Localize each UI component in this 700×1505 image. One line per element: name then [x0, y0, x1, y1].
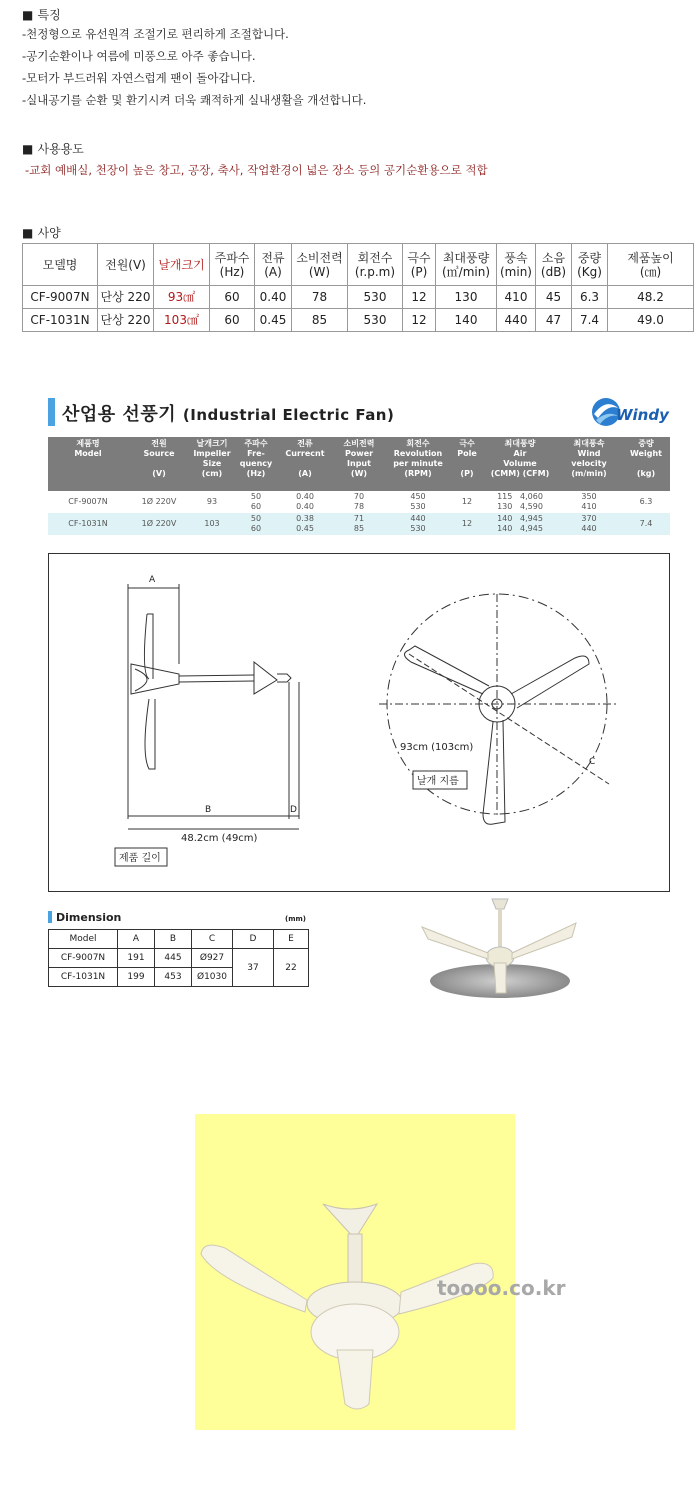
spec-header-row	[23, 244, 694, 286]
spec-row	[23, 309, 694, 332]
industrial-header-row	[48, 437, 670, 491]
diameter-caption: 날개 지름	[417, 776, 459, 787]
ind-cell: 350 410	[581, 492, 597, 511]
spec-header-cell: 날개크기	[154, 244, 210, 286]
ind-cell: 103	[204, 519, 220, 528]
spec-cell: CF-1031N	[23, 309, 98, 332]
ind-row	[48, 491, 670, 513]
spec-cell: 단상 220	[98, 309, 154, 332]
label-c: C	[589, 757, 596, 767]
industrial-table	[48, 437, 670, 535]
bullet-square-icon: ■	[22, 142, 34, 156]
spec-cell: 47	[536, 309, 572, 332]
spec-cell: 49.0	[608, 309, 694, 332]
ind-cell: 50 60	[250, 492, 262, 511]
industrial-title	[62, 400, 394, 426]
ind-header-cell: 주파수 Fre- quency (Hz)	[234, 437, 278, 491]
spec-header-cell: 전원(V)	[98, 244, 154, 286]
spec-cell: 103㎠	[154, 309, 210, 332]
spec-cell: 12	[403, 309, 436, 332]
ind-header-cell: 극수 Pole (P)	[450, 437, 484, 491]
features-section	[22, 6, 61, 23]
spec-cell: 단상 220	[98, 286, 154, 309]
diagram-drawing	[49, 554, 669, 891]
product-photo	[195, 1114, 566, 1430]
dim-cell: 445	[155, 949, 192, 968]
spec-header-cell: 회전수 (r.p.m)	[348, 244, 403, 286]
spec-cell: 93㎠	[154, 286, 210, 309]
ind-cell: 70 78	[353, 492, 365, 511]
spec-header-cell: 소음 (dB)	[536, 244, 572, 286]
dim-cell: 453	[155, 968, 192, 987]
dim-cell: CF-9007N	[49, 949, 118, 968]
spec-cell: 440	[497, 309, 536, 332]
dim-cell: 22	[274, 949, 309, 987]
dimension-unit: (mm)	[285, 915, 306, 923]
ind-cell: 450 530	[410, 492, 426, 511]
ind-cell: 440 530	[410, 514, 426, 533]
ind-cell: 12	[461, 519, 473, 528]
dim-header-cell: A	[118, 930, 155, 949]
spec-header-cell: 최대풍량 (㎥/min)	[436, 244, 497, 286]
feature-line: -천정형으로 유선원격 조절기로 편리하게 조절합니다.	[22, 27, 289, 41]
spec-cell: 130	[436, 286, 497, 309]
spec-header-cell: 중량 (Kg)	[572, 244, 608, 286]
spec-header-cell: 모델명	[23, 244, 98, 286]
ind-header-cell: 최대풍량 Air Volume (CMM) (CFM)	[484, 437, 556, 491]
dim-cell: 37	[233, 949, 274, 987]
spec-row	[23, 286, 694, 309]
ind-cell: 1Ø 220V	[141, 497, 177, 506]
spec-cell: CF-9007N	[23, 286, 98, 309]
ind-cell: 7.4	[639, 519, 653, 528]
ind-cell: CF-9007N	[68, 497, 108, 506]
ind-header-cell: 회전수 Revolution per minute (RPM)	[386, 437, 450, 491]
dimension-table	[48, 929, 309, 987]
dim-header-cell: D	[233, 930, 274, 949]
usage-heading: 사용용도	[37, 142, 84, 156]
ind-header-cell: 소비전력 Power Input (W)	[332, 437, 386, 491]
usage-section	[22, 140, 84, 157]
ind-header-cell: 전류 Currecnt (A)	[278, 437, 332, 491]
dimension-accent-bar	[48, 911, 52, 923]
ind-cell: 140 4,945 140 4,945	[497, 514, 543, 533]
spec-section	[22, 224, 61, 241]
dimension-header-row	[49, 930, 309, 949]
dim-cell: 191	[118, 949, 155, 968]
ind-cell: CF-1031N	[68, 519, 108, 528]
features-heading: 특징	[37, 8, 61, 22]
label-d: D	[290, 805, 297, 815]
ind-cell: 1Ø 220V	[141, 519, 177, 528]
ceiling-fan-image	[195, 1114, 515, 1430]
spec-cell: 48.2	[608, 286, 694, 309]
spec-header-cell: 주파수 (Hz)	[210, 244, 255, 286]
spec-header-cell: 전류 (A)	[255, 244, 292, 286]
dim-cell: Ø1030	[192, 968, 233, 987]
bullet-square-icon: ■	[22, 226, 34, 240]
technical-diagram	[48, 553, 670, 892]
feature-line: -모터가 부드러워 자연스럽게 팬이 돌아갑니다.	[22, 71, 256, 85]
title-kr: 산업용 선풍기	[62, 404, 177, 425]
brand-text: Windy	[616, 406, 669, 424]
spec-cell: 60	[210, 309, 255, 332]
feature-line: -실내공기를 순환 및 환기시켜 더욱 쾌적하게 실내생활을 개선합니다.	[22, 93, 367, 107]
dimension-row	[49, 949, 309, 968]
spec-cell: 85	[292, 309, 348, 332]
spec-header-cell: 풍속 (min)	[497, 244, 536, 286]
label-a: A	[149, 575, 156, 585]
spec-cell: 0.45	[255, 309, 292, 332]
watermark-text: toooo.co.kr	[437, 1276, 566, 1300]
spec-cell: 7.4	[572, 309, 608, 332]
length-caption: 제품 길이	[119, 853, 161, 864]
dim-header-cell: E	[274, 930, 309, 949]
ind-cell: 93	[206, 497, 218, 506]
spec-cell: 530	[348, 309, 403, 332]
ind-cell: 370 440	[581, 514, 597, 533]
title-en: (Industrial Electric Fan)	[182, 406, 395, 424]
ind-header-cell: 전원 Source (V)	[128, 437, 190, 491]
spec-cell: 410	[497, 286, 536, 309]
ind-cell: 0.40 0.40	[296, 492, 314, 511]
ind-cell: 6.3	[639, 497, 653, 506]
dim-header-cell: Model	[49, 930, 118, 949]
spec-cell: 60	[210, 286, 255, 309]
spec-cell: 12	[403, 286, 436, 309]
ind-header-cell: 최대풍속 Wind velocity (m/min)	[556, 437, 622, 491]
spec-cell: 140	[436, 309, 497, 332]
diameter-label: 93cm (103cm)	[400, 742, 474, 753]
bullet-square-icon: ■	[22, 8, 34, 22]
spec-heading: 사양	[37, 226, 61, 240]
dim-header-cell: B	[155, 930, 192, 949]
ind-header-cell: 중량 Weight (kg)	[622, 437, 670, 491]
spec-table	[22, 243, 694, 332]
ind-cell: 115 4,060 130 4,590	[497, 492, 543, 511]
ind-cell: 12	[461, 497, 473, 506]
spec-cell: 0.40	[255, 286, 292, 309]
dim-cell: 199	[118, 968, 155, 987]
length-label: 48.2cm (49cm)	[181, 833, 258, 844]
ind-cell: 71 85	[353, 514, 365, 533]
windy-logo	[588, 394, 670, 430]
dim-cell: Ø927	[192, 949, 233, 968]
spec-header-cell: 극수 (P)	[403, 244, 436, 286]
product-thumbnail	[418, 897, 583, 1000]
features-list	[22, 23, 366, 111]
spec-cell: 530	[348, 286, 403, 309]
ind-header-cell: 제품명 Model	[48, 437, 128, 491]
ind-cell: 50 60	[250, 514, 262, 533]
dim-header-cell: C	[192, 930, 233, 949]
title-accent-bar	[48, 398, 55, 426]
dimension-title: Dimension	[56, 911, 122, 924]
dim-cell: CF-1031N	[49, 968, 118, 987]
spec-cell: 6.3	[572, 286, 608, 309]
spec-header-cell: 소비전력 (W)	[292, 244, 348, 286]
spec-cell: 78	[292, 286, 348, 309]
feature-line: -공기순환이나 여름에 미풍으로 아주 좋습니다.	[22, 49, 256, 63]
ind-cell: 0.38 0.45	[296, 514, 314, 533]
ind-header-cell: 날개크기 Impeller Size (cm)	[190, 437, 234, 491]
ind-row	[48, 513, 670, 535]
spec-header-cell: 제품높이 (㎝)	[608, 244, 694, 286]
spec-cell: 45	[536, 286, 572, 309]
usage-text: -교회 예배실, 천장이 높은 창고, 공장, 축사, 작업환경이 넓은 장소 등의 공기순환용으로 적합	[25, 163, 488, 177]
label-b: B	[205, 805, 212, 815]
